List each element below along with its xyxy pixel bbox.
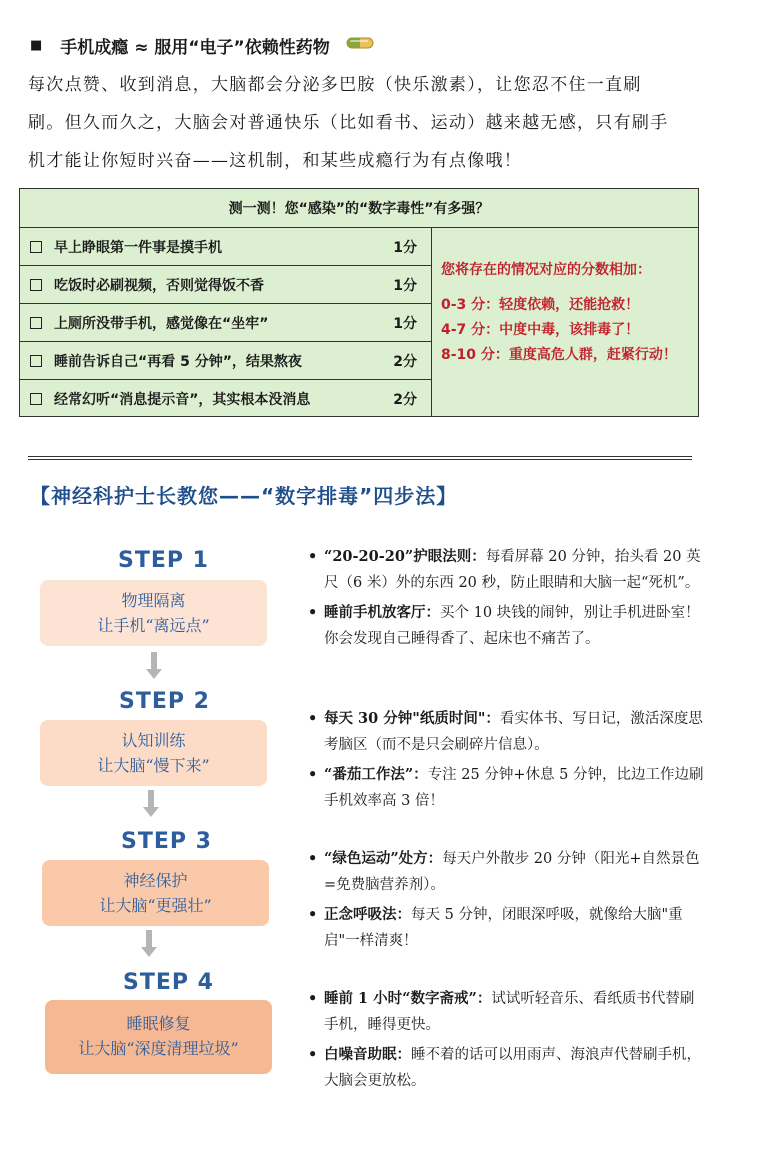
bullet-item: • 每天 30 分钟"纸质时间"：看实体书、写日记，激活深度思考脑区（而不是只会刷碎片信息）。	[308, 710, 703, 753]
bullet-text: 专注 25 分钟+休息 5 分钟，比边工作边刷手机效率高 3 倍！	[324, 767, 704, 809]
step-bullets	[308, 986, 708, 1098]
quiz-table	[19, 188, 699, 417]
quiz-item-text: 早上睁眼第一件事是摸手机	[54, 239, 222, 256]
checkbox[interactable]	[30, 393, 42, 405]
bullet-text: 每天 5 分钟，闭眼深呼吸，就像给大脑"重启"一样清爽！	[324, 907, 683, 949]
bullet-item: • 正念呼吸法：每天 5 分钟，闭眼深呼吸，就像给大脑"重启"一样清爽！	[308, 906, 683, 949]
bullet-text: 买个 10 块钱的闹钟，别让手机进卧室！你会发现自己睡得香了、起床也不痛苦了。	[324, 605, 700, 647]
quiz-items	[20, 228, 432, 417]
bullet-item: • “番茄工作法”：专注 25 分钟+休息 5 分钟，比边工作边刷手机效率高 3 倍！	[308, 766, 704, 809]
heading-title: 手机成瘾 ≈ 服用“电子”依赖性药物	[60, 37, 330, 58]
quiz-item[interactable]	[20, 380, 431, 417]
bullet-bold: 正念呼吸法：	[324, 906, 411, 923]
quiz-item[interactable]	[20, 304, 431, 342]
intro-paragraph	[28, 66, 708, 180]
bullet-text: 每天户外散步 20 分钟（阳光+自然景色=免费脑营养剂）。	[324, 851, 700, 893]
step-box	[42, 860, 269, 926]
quiz-item-points: 2分	[393, 391, 417, 408]
checkbox[interactable]	[30, 317, 42, 329]
bullet-bold: 每天 30 分钟"纸质时间"：	[324, 710, 500, 727]
step-label: STEP 3	[121, 829, 212, 854]
step-title: 神经保护	[123, 871, 188, 890]
bullet-item: • “20-20-20”护眼法则：每看屏幕 20 分钟，抬头看 20 英尺（6 米）外的东西 20 秒，防止眼睛和大脑一起“死机”。	[308, 548, 701, 591]
quiz-title: 测一测！您“感染”的“数字毒性”有多强？	[20, 189, 698, 228]
bullet-bold: 睡前 1 小时“数字斋戒”：	[324, 990, 492, 1007]
quiz-item-points: 1分	[393, 277, 417, 294]
down-arrow-icon	[140, 930, 158, 958]
step-title: 物理隔离	[121, 591, 186, 610]
quiz-item-points: 1分	[393, 315, 417, 332]
bullet-bold: “绿色运动”处方：	[324, 850, 443, 867]
divider	[28, 456, 692, 457]
step-box	[40, 580, 267, 646]
bullet-item: • 睡前 1 小时“数字斋戒”：试试听轻音乐、看纸质书代替刷手机，睡得更快。	[308, 990, 695, 1033]
quiz-item[interactable]	[20, 228, 431, 266]
step-title: 认知训练	[121, 731, 186, 750]
quiz-item-text: 睡前告诉自己“再看 5 分钟”，结果熬夜	[54, 353, 302, 370]
checkbox[interactable]	[30, 355, 42, 367]
bullet-item: • “绿色运动”处方：每天户外散步 20 分钟（阳光+自然景色=免费脑营养剂）。	[308, 850, 700, 893]
intro-line: 每次点赞、收到消息，大脑都会分泌多巴胺（快乐激素），让您忍不住一直刷	[28, 75, 642, 95]
down-arrow-icon	[145, 652, 163, 680]
capsule-pill-icon	[346, 35, 374, 55]
quiz-item-text: 经常幻听“消息提示音”，其实根本没消息	[54, 391, 311, 408]
bullet-text: 睡不着的话可以用雨声、海浪声代替刷手机，大脑会更放松。	[324, 1047, 701, 1089]
step-subtitle: 让大脑“慢下来”	[97, 756, 210, 775]
bullet-bold: “番茄工作法”：	[324, 766, 428, 783]
bullet-bold: 睡前手机放客厅：	[324, 604, 440, 621]
quiz-item-text: 上厕所没带手机，感觉像在“坐牢”	[54, 315, 269, 332]
bullet-text: 每看屏幕 20 分钟，抬头看 20 英尺（6 米）外的东西 20 秒，防止眼睛和大脑一起“死机”。	[324, 549, 701, 591]
bullet-bold: “20-20-20”护眼法则：	[324, 548, 486, 565]
step-title: 睡眠修复	[126, 1014, 191, 1033]
step-subtitle: 让大脑“更强壮”	[99, 896, 212, 915]
intro-line: 刷。但久而久之，大脑会对普通快乐（比如看书、运动）越来越无感，只有刷手	[28, 113, 669, 133]
bullet-text: 看实体书、写日记，激活深度思考脑区（而不是只会刷碎片信息）。	[324, 711, 703, 753]
quiz-item-points: 1分	[393, 239, 417, 256]
step-bullets	[308, 706, 708, 818]
result-heading: 您将存在的情况对应的分数相加：	[441, 262, 651, 278]
down-arrow-icon	[142, 790, 160, 818]
quiz-item-points: 2分	[393, 353, 417, 370]
step-label: STEP 4	[123, 970, 214, 995]
step-label: STEP 1	[118, 548, 209, 573]
result-line: 0-3 分：轻度依赖，还能抢救！	[441, 297, 640, 313]
step-bullets	[308, 544, 708, 656]
section-title: 【神经科护士长教您——“数字排毒”四步法】	[30, 484, 458, 508]
checkbox[interactable]	[30, 241, 42, 253]
step-box	[45, 1000, 272, 1074]
bullet-bold: 白噪音助眠：	[324, 1046, 411, 1063]
quiz-item-text: 吃饭时必刷视频，否则觉得饭不香	[54, 277, 264, 294]
quiz-item[interactable]	[20, 266, 431, 304]
divider	[28, 459, 692, 460]
intro-line: 机才能让你短时兴奋——这机制，和某些成瘾行为有点像哦！	[28, 151, 523, 171]
bullet-item: • 白噪音助眠：睡不着的话可以用雨声、海浪声代替刷手机，大脑会更放松。	[308, 1046, 701, 1089]
step-box	[40, 720, 267, 786]
quiz-item[interactable]	[20, 342, 431, 380]
step-label: STEP 2	[119, 689, 210, 714]
bullet-text: 试试听轻音乐、看纸质书代替刷手机，睡得更快。	[324, 991, 695, 1033]
step-subtitle: 让大脑“深度清理垃圾”	[78, 1039, 239, 1058]
square-marker: ■	[30, 37, 43, 53]
step-subtitle: 让手机“离远点”	[97, 616, 210, 635]
checkbox[interactable]	[30, 279, 42, 291]
bullet-item: • 睡前手机放客厅：买个 10 块钱的闹钟，别让手机进卧室！你会发现自己睡得香了、起床也不痛苦了。	[308, 604, 700, 647]
step-bullets	[308, 846, 708, 958]
quiz-result	[432, 228, 698, 417]
result-line: 8-10 分：重度高危人群，赶紧行动！	[441, 347, 677, 363]
section-heading	[30, 30, 374, 60]
result-line: 4-7 分：中度中毒，该排毒了！	[441, 322, 640, 338]
